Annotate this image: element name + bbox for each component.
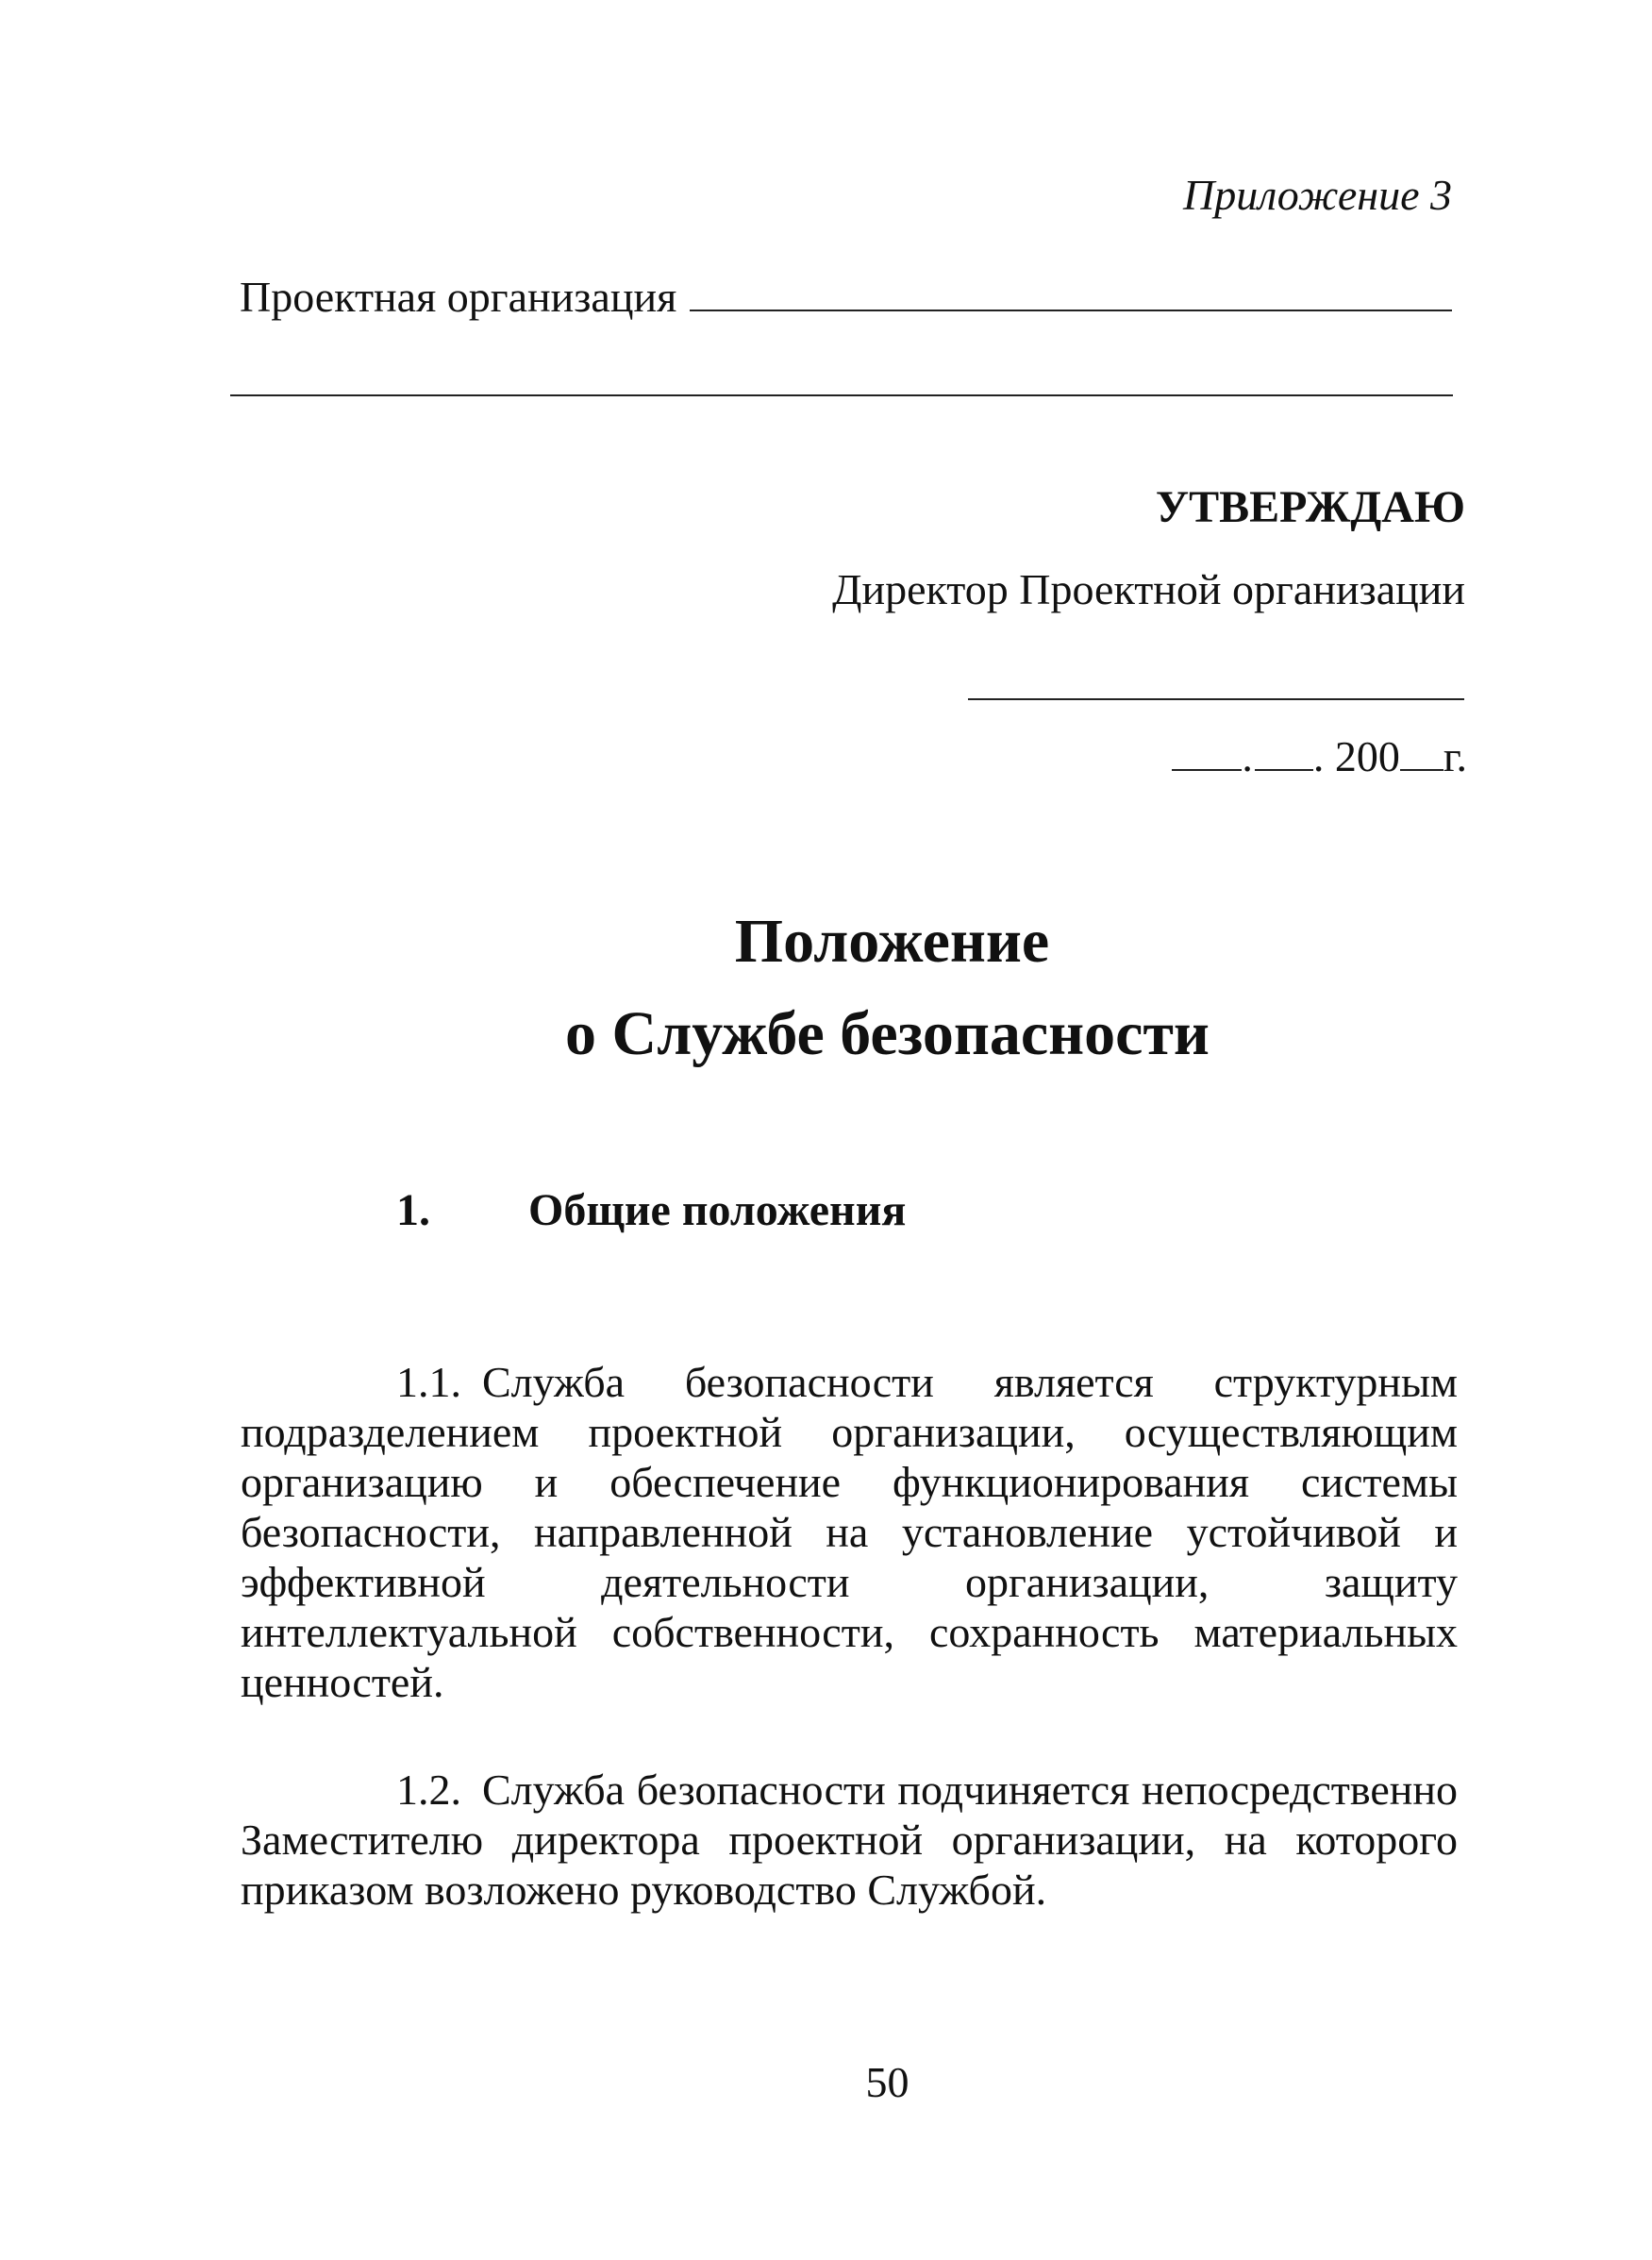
- date-day-blank: [1172, 737, 1242, 771]
- date-month-blank: [1255, 737, 1313, 771]
- paragraph-number: 1.2.: [396, 1766, 461, 1814]
- date-separator-1: .: [1242, 732, 1253, 780]
- section-heading: [396, 1184, 906, 1236]
- document-title-line-2: о Службе безопасности: [565, 999, 1210, 1068]
- signature-line: [968, 698, 1464, 700]
- paragraph-number: 1.1.: [396, 1358, 461, 1406]
- appendix-label: Приложение 3: [1182, 171, 1452, 219]
- date-year-blank: [1400, 737, 1443, 771]
- approve-heading: УТВЕРЖДАЮ: [1155, 482, 1465, 532]
- section-number: 1.: [396, 1185, 430, 1235]
- paragraph-text: Служба безопасности является структурным подразделением проектной организации, осуществляющим организацию и обеспечение функционирования системы безопасности, направленной на установление устойчивой и эффективной деятельности организации, защиту интеллектуальной собственности, сохранность материальных ценностей.: [241, 1358, 1458, 1706]
- organization-blank-line: [230, 394, 1453, 396]
- director-title: Директор Проектной организации: [832, 565, 1465, 613]
- organization-blank: [690, 272, 1452, 311]
- organization-line: [240, 272, 1452, 322]
- page-number: 50: [865, 2058, 909, 2106]
- document-title-line-1: Положение: [734, 907, 1050, 976]
- section-title: Общие положения: [528, 1185, 907, 1235]
- paragraph-text: Служба безопасности подчиняется непосредственно Заместителю директора проектной организации, на которого приказом возложено руководство Службой.: [241, 1766, 1458, 1914]
- date-suffix: г.: [1443, 732, 1467, 780]
- organization-label: Проектная организация: [240, 273, 677, 321]
- approval-date: [1172, 731, 1467, 781]
- paragraph-1-2: [241, 1765, 1458, 1915]
- date-separator-2: . 200: [1312, 732, 1400, 780]
- paragraph-1-1: [241, 1357, 1458, 1707]
